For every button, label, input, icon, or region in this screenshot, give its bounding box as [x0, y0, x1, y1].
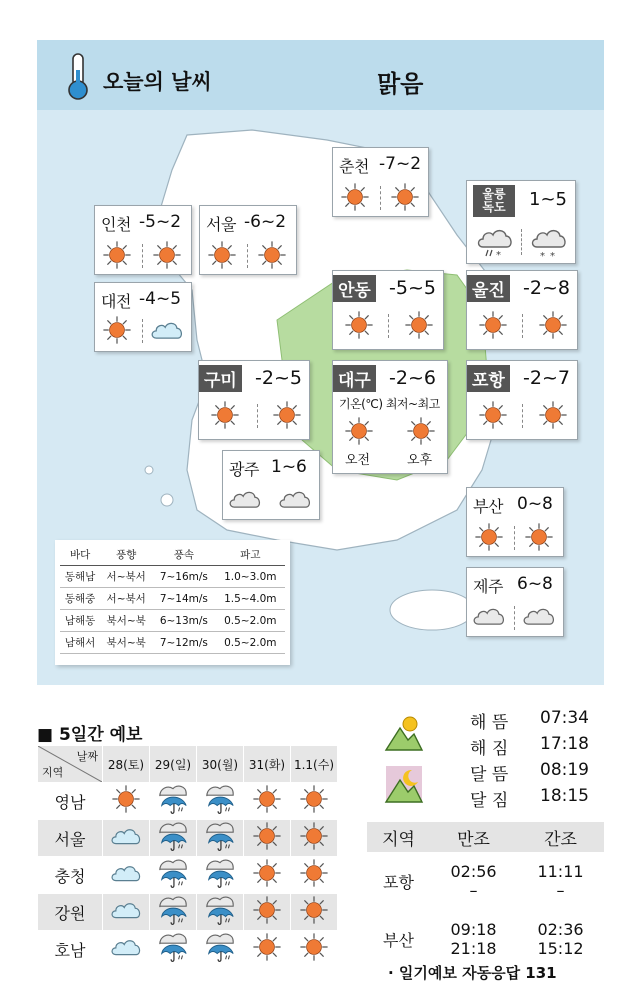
sun-icon [300, 822, 328, 850]
city-name: 서울 [206, 215, 236, 234]
sun-icon [345, 417, 373, 445]
forecast-region: 호남 [38, 931, 103, 968]
city-card-uljin [466, 270, 578, 350]
legend-pm: 오후 [407, 453, 433, 468]
city-name: 울진 [467, 275, 510, 302]
sea-cell: 0.5~2.0m [216, 610, 285, 632]
tide-time: 11:11 [537, 862, 584, 881]
sea-cell: 서~북서 [100, 566, 152, 588]
tide-low [517, 852, 604, 910]
sea-cell: 북서~북 [100, 632, 152, 654]
city-card-daejeon [94, 282, 192, 352]
sea-cell: 서~북서 [100, 588, 152, 610]
city-temp: -6~2 [244, 212, 287, 232]
tide-time: 09:18 [450, 920, 497, 939]
tide-region: 포항 [383, 872, 414, 892]
rain-icon [201, 820, 239, 852]
city-temp: 0~8 [517, 494, 553, 514]
city-temp: 6~8 [517, 574, 553, 594]
tide-header: 간조 [517, 822, 604, 852]
city-card-gumi [198, 360, 310, 440]
city-name: 부산 [473, 497, 503, 516]
table-row [60, 588, 285, 610]
tide-table [367, 822, 604, 968]
tide-region: 부산 [383, 930, 414, 950]
sun-icon [253, 859, 281, 887]
city-temp: 1~6 [271, 457, 307, 477]
corner-date-label: 날짜 [76, 750, 98, 763]
tide-time: – [469, 881, 478, 900]
rain-icon [154, 931, 192, 963]
forecast-day-header: 28(토) [103, 746, 150, 783]
forecast-day-header: 29(일) [150, 746, 197, 783]
forecast-day-header: 31(화) [244, 746, 291, 783]
sea-header: 바다 [60, 544, 100, 566]
sun-icon [539, 401, 567, 429]
thermometer-icon [65, 52, 91, 100]
forecast-corner-cell [38, 746, 103, 783]
sun-icon [407, 417, 435, 445]
city-card-andong [332, 270, 444, 350]
table-row [60, 566, 285, 588]
sun-icon [341, 183, 369, 211]
snow-rain-icon [475, 225, 515, 259]
rain-icon [154, 820, 192, 852]
city-card-seoul [199, 205, 297, 275]
city-temp: -2~6 [389, 367, 436, 389]
tide-time: – [556, 881, 565, 900]
cloud-icon [227, 487, 263, 511]
table-row [60, 610, 285, 632]
table-row [38, 857, 338, 894]
sea-header: 풍향 [100, 544, 152, 566]
city-card-chuncheon [332, 147, 429, 217]
sea-cell: 7~12m/s [152, 632, 216, 654]
city-name: 춘천 [339, 157, 369, 176]
table-row [38, 931, 338, 968]
sun-icon [253, 785, 281, 813]
city-temp: -2~5 [255, 367, 302, 389]
sun-icon [525, 523, 553, 551]
partly-cloudy-icon [109, 862, 143, 884]
weather-condition: 맑음 [377, 70, 424, 98]
sea-cell: 동해중 [60, 588, 100, 610]
sun-icon [539, 311, 567, 339]
sun-icon [253, 822, 281, 850]
rain-icon [154, 894, 192, 926]
city-name: 안동 [333, 275, 376, 302]
forecast-day-header: 30(월) [197, 746, 244, 783]
forecast-title: ■ 5일간 예보 [37, 725, 143, 745]
rain-icon [201, 857, 239, 889]
rain-icon [201, 894, 239, 926]
sunrise-label: 해 뜸 [470, 713, 509, 733]
sunrise-mountain-icon [384, 712, 424, 752]
sun-icon [253, 933, 281, 961]
forecast-region: 강원 [38, 894, 103, 931]
page-title: 오늘의 날씨 [103, 70, 212, 94]
sun-icon [153, 241, 181, 269]
moonset-time: 18:15 [540, 786, 589, 806]
sun-icon [405, 311, 433, 339]
forecast-region: 충청 [38, 857, 103, 894]
partly-cloudy-icon [109, 825, 143, 847]
sea-forecast-table [55, 540, 290, 665]
cloud-icon [521, 604, 557, 628]
forecast-day-header: 1.1(수) [291, 746, 338, 783]
tide-time: 21:18 [450, 939, 497, 958]
city-temp: -7~2 [379, 154, 422, 174]
moonset-label: 달 짐 [470, 791, 509, 811]
sea-cell: 남해서 [60, 632, 100, 654]
sun-icon [273, 401, 301, 429]
sea-cell: 남해동 [60, 610, 100, 632]
city-temp: -2~8 [523, 277, 570, 299]
city-temp: 1~5 [529, 189, 567, 210]
city-name: 포항 [467, 365, 510, 392]
table-row [38, 894, 338, 931]
sun-icon [258, 241, 286, 269]
table-row [367, 852, 604, 910]
sea-cell: 1.5~4.0m [216, 588, 285, 610]
tide-time: 02:36 [537, 920, 584, 939]
city-temp: -5~5 [389, 277, 436, 299]
sea-cell: 7~16m/s [152, 566, 216, 588]
moonrise-time: 08:19 [540, 760, 589, 780]
table-row [38, 820, 338, 857]
city-card-daegu [332, 360, 448, 474]
city-card-ulleung-dokdo [466, 180, 576, 264]
city-temp: -5~2 [139, 212, 182, 232]
city-card-gwangju [222, 450, 320, 520]
sun-icon [103, 316, 131, 344]
sun-icon [300, 859, 328, 887]
tide-high [430, 852, 517, 910]
moonrise-mountain-icon [384, 764, 424, 804]
sea-cell: 7~14m/s [152, 588, 216, 610]
cloud-icon [471, 604, 507, 628]
city-temp: -2~7 [523, 367, 570, 389]
rain-icon [154, 857, 192, 889]
sun-icon [391, 183, 419, 211]
sea-cell: 0.5~2.0m [216, 632, 285, 654]
sun-icon [208, 241, 236, 269]
sun-icon [479, 401, 507, 429]
sea-header: 풍속 [152, 544, 216, 566]
tide-high [430, 910, 517, 968]
sea-header: 파고 [216, 544, 285, 566]
legend-am: 오전 [345, 453, 371, 468]
city-card-busan [466, 487, 564, 557]
tide-header: 만조 [430, 822, 517, 852]
table-row [367, 910, 604, 968]
corner-region-label: 지역 [42, 766, 64, 779]
rain-icon [201, 783, 239, 815]
forecast-region: 서울 [38, 820, 103, 857]
partly-cloudy-icon [109, 899, 143, 921]
sun-icon [103, 241, 131, 269]
sun-icon [300, 896, 328, 924]
sun-icon [253, 896, 281, 924]
tide-header: 지역 [367, 822, 430, 852]
sun-icon [300, 933, 328, 961]
sun-icon [112, 785, 140, 813]
sun-icon [479, 311, 507, 339]
sun-icon [300, 785, 328, 813]
sea-cell: 북서~북 [100, 610, 152, 632]
city-name: 대전 [101, 292, 131, 311]
sun-icon [475, 523, 503, 551]
sun-icon [211, 401, 239, 429]
city-name: 인천 [101, 215, 131, 234]
city-card-jeju [466, 567, 564, 637]
partly-cloudy-icon [109, 936, 143, 958]
city-name: 광주 [229, 460, 259, 479]
city-name: 대구 [333, 365, 376, 392]
city-card-pohang [466, 360, 578, 440]
tide-time: 02:56 [450, 862, 497, 881]
sea-cell: 1.0~3.0m [216, 566, 285, 588]
city-temp: -4~5 [139, 289, 182, 309]
city-name: 울릉독도 [473, 185, 515, 217]
tide-time: 15:12 [537, 939, 584, 958]
city-card-incheon [94, 205, 192, 275]
sunset-label: 해 짐 [470, 739, 509, 759]
city-name: 제주 [473, 577, 503, 596]
sea-cell: 6~13m/s [152, 610, 216, 632]
city-name: 구미 [199, 365, 242, 392]
cloud-icon [277, 487, 313, 511]
legend-note: 기온(℃) 최저~최고 [339, 397, 440, 411]
table-row [38, 783, 338, 820]
five-day-forecast-table [37, 745, 338, 968]
table-row [60, 632, 285, 654]
rain-icon [154, 783, 192, 815]
sunrise-time: 07:34 [540, 708, 589, 728]
moonrise-label: 달 뜸 [470, 765, 509, 785]
sun-icon [345, 311, 373, 339]
sunset-time: 17:18 [540, 734, 589, 754]
rain-icon [201, 931, 239, 963]
forecast-region: 영남 [38, 783, 103, 820]
sea-cell: 동해남 [60, 566, 100, 588]
tide-low [517, 910, 604, 968]
partly-cloudy-icon [149, 318, 185, 342]
snow-icon [529, 225, 569, 259]
footer-phone-info: · 일기예보 자동응답 131 [388, 964, 557, 982]
